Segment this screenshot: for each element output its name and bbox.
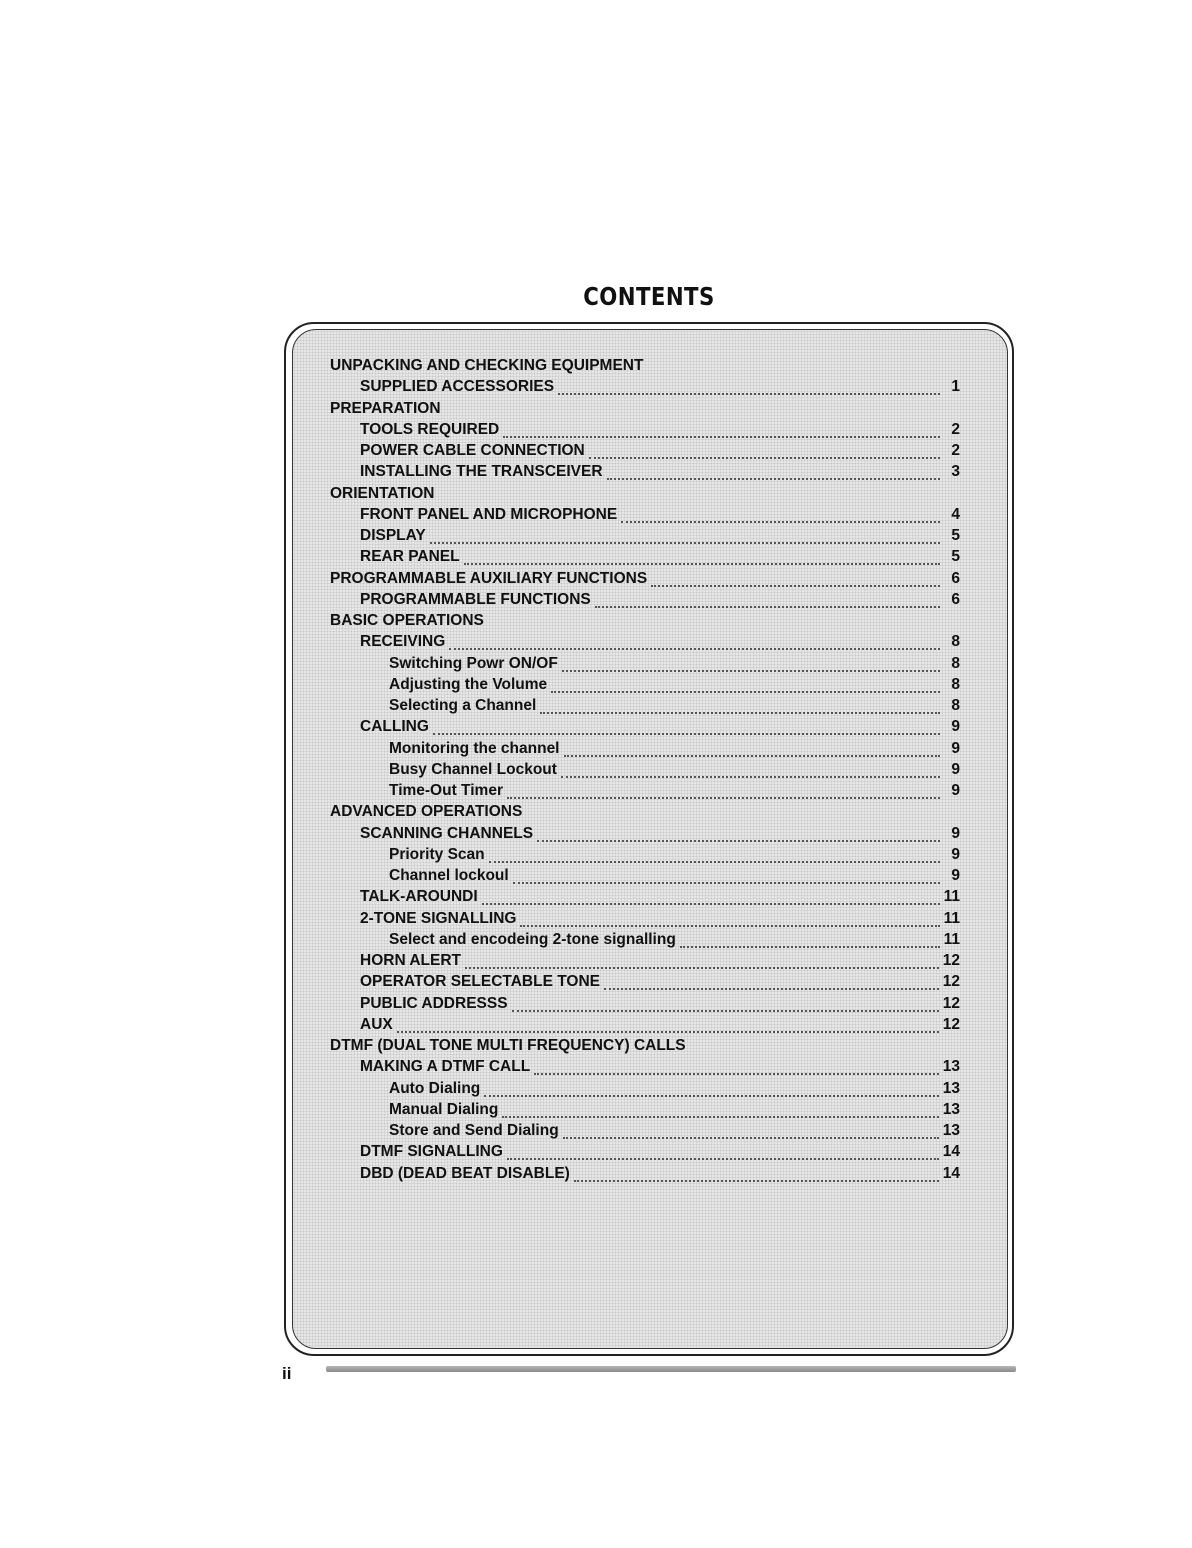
toc-entry-title: Auto Dialing xyxy=(389,1079,481,1097)
toc-entry-page: 9 xyxy=(951,718,960,736)
toc-entry-page: 9 xyxy=(951,739,960,757)
toc-entry[interactable] xyxy=(330,908,960,929)
dot-leader xyxy=(574,1163,939,1182)
toc-entry[interactable] xyxy=(330,759,960,780)
toc-entry[interactable] xyxy=(330,674,960,695)
toc-entry[interactable] xyxy=(330,1099,960,1120)
toc-entry-page: 13 xyxy=(942,1058,960,1076)
toc-entry[interactable] xyxy=(330,376,960,397)
toc-entry-title: Priority Scan xyxy=(389,845,485,863)
toc-entry-title: Busy Channel Lockout xyxy=(389,760,557,778)
dot-leader xyxy=(484,1078,938,1097)
toc-entry[interactable] xyxy=(330,1120,960,1141)
toc-entry-title: REAR PANEL xyxy=(360,548,460,566)
toc-entry-title: DTMF SIGNALLING xyxy=(360,1143,503,1161)
toc-entry-title: BASIC OPERATIONS xyxy=(330,612,484,629)
toc-entry-title: TALK-AROUNDI xyxy=(360,888,478,906)
dot-leader xyxy=(551,674,940,693)
dot-leader xyxy=(563,1120,939,1139)
toc-entry-page: 13 xyxy=(942,1079,960,1097)
toc-entry[interactable] xyxy=(330,546,960,567)
toc-entry-page: 3 xyxy=(951,463,960,481)
toc-entry-page: 11 xyxy=(943,930,960,948)
toc-entry-title: Select and encodeing 2-tone signalling xyxy=(389,930,676,948)
toc-entry-title: HORN ALERT xyxy=(360,952,462,969)
toc-entry[interactable] xyxy=(330,1056,960,1077)
toc-entry-title: Manual Dialing xyxy=(389,1100,499,1118)
toc-entry[interactable] xyxy=(330,610,960,631)
toc-entry-page: 9 xyxy=(951,867,960,884)
dot-leader xyxy=(680,929,940,948)
toc-entry[interactable] xyxy=(330,1035,960,1056)
toc-entry-title: Adjusting the Volume xyxy=(389,675,548,693)
toc-entry[interactable] xyxy=(330,780,960,801)
toc-entry-title: INSTALLING THE TRANSCEIVER xyxy=(360,463,603,481)
page-number: ii xyxy=(282,1364,292,1383)
toc-entry-title: SUPPLIED ACCESSORIES xyxy=(360,378,555,396)
dot-leader xyxy=(558,376,940,395)
toc-entry-title: Store and Send Dialing xyxy=(389,1122,559,1139)
toc-entry-title: SCANNING CHANNELS xyxy=(360,824,534,842)
dot-leader xyxy=(564,738,941,757)
toc-entry-title: RECEIVING xyxy=(360,633,446,651)
dot-leader xyxy=(507,1141,939,1160)
toc-entry[interactable] xyxy=(330,631,960,652)
dot-leader xyxy=(397,1014,939,1033)
dot-leader xyxy=(449,631,940,650)
dot-leader xyxy=(589,440,940,459)
toc-entry-page: 9 xyxy=(951,824,960,842)
dot-leader xyxy=(489,844,940,863)
dot-leader xyxy=(540,695,940,714)
toc-entry-page: 12 xyxy=(942,952,960,969)
toc-entry-page: 8 xyxy=(951,654,960,672)
toc-entry[interactable] xyxy=(330,1078,960,1099)
dot-leader xyxy=(621,504,940,523)
toc-entry[interactable] xyxy=(330,653,960,674)
toc-entry-title: Switching Powr ON/OF xyxy=(389,654,558,672)
footer-rule xyxy=(326,1366,1016,1372)
dot-leader xyxy=(520,908,939,927)
toc-entry-title: OPERATOR SELECTABLE TONE xyxy=(360,973,600,991)
toc-entry-title: DISPLAY xyxy=(360,527,426,544)
toc-entry[interactable] xyxy=(330,419,960,440)
table-of-contents xyxy=(330,355,960,1184)
toc-entry-page: 6 xyxy=(951,569,960,587)
toc-entry[interactable] xyxy=(330,801,960,822)
toc-entry[interactable] xyxy=(330,823,960,844)
dot-leader xyxy=(502,1099,938,1118)
toc-entry-title: 2-TONE SIGNALLING xyxy=(360,909,517,927)
toc-entry[interactable] xyxy=(330,993,960,1014)
toc-entry-title: TOOLS REQUIRED xyxy=(360,420,500,438)
toc-entry-title: DBD (DEAD BEAT DISABLE) xyxy=(360,1164,570,1182)
toc-entry-page: 13 xyxy=(942,1122,960,1139)
toc-entry-page: 8 xyxy=(951,697,960,714)
toc-entry[interactable] xyxy=(330,695,960,716)
toc-entry-title: Channel lockoul xyxy=(389,867,509,884)
dot-leader xyxy=(433,716,940,735)
toc-entry[interactable] xyxy=(330,589,960,610)
toc-entry-page: 5 xyxy=(951,527,960,544)
dot-leader xyxy=(430,525,940,544)
toc-entry-title: PREPARATION xyxy=(330,399,441,417)
toc-entry[interactable] xyxy=(330,844,960,865)
toc-entry[interactable] xyxy=(330,398,960,419)
toc-entry-title: Selecting a Channel xyxy=(389,697,537,714)
toc-entry[interactable] xyxy=(330,971,960,992)
toc-entry[interactable] xyxy=(330,1014,960,1035)
toc-entry-page: 9 xyxy=(951,760,960,778)
toc-entry-page: 4 xyxy=(951,505,960,523)
dot-leader xyxy=(503,419,940,438)
toc-entry-title: Time-Out Timer xyxy=(389,782,503,799)
toc-entry-title: DTMF (DUAL TONE MULTI FREQUENCY) CALLS xyxy=(330,1037,686,1054)
toc-entry[interactable] xyxy=(330,929,960,950)
toc-entry[interactable] xyxy=(330,716,960,737)
toc-entry[interactable] xyxy=(330,738,960,759)
toc-entry-page: 8 xyxy=(951,633,960,651)
toc-entry-title: AUX xyxy=(360,1015,393,1033)
page-title: CONTENTS xyxy=(583,282,715,311)
toc-entry[interactable] xyxy=(330,865,960,886)
dot-leader xyxy=(537,823,940,842)
toc-entry[interactable] xyxy=(330,1141,960,1162)
toc-entry-title: PUBLIC ADDRESSS xyxy=(360,994,508,1012)
toc-entry-page: 1 xyxy=(951,378,960,396)
toc-entry-page: 12 xyxy=(942,994,960,1012)
toc-entry-page: 14 xyxy=(942,1164,960,1182)
dot-leader xyxy=(651,568,940,587)
toc-entry-title: PROGRAMMABLE FUNCTIONS xyxy=(360,590,591,608)
toc-entry-page: 8 xyxy=(951,675,960,693)
dot-leader xyxy=(512,993,939,1012)
dot-leader xyxy=(464,546,940,565)
toc-entry-page: 12 xyxy=(942,1015,960,1033)
toc-entry-title: UNPACKING AND CHECKING EQUIPMENT xyxy=(330,357,644,374)
toc-entry[interactable] xyxy=(330,568,960,589)
toc-entry-page: 9 xyxy=(951,845,960,863)
dot-leader xyxy=(482,886,940,905)
toc-entry-title: ORIENTATION xyxy=(330,484,435,502)
toc-entry-title: FRONT PANEL AND MICROPHONE xyxy=(360,505,618,523)
toc-entry-page: 9 xyxy=(951,782,960,799)
toc-entry-page: 13 xyxy=(942,1100,960,1118)
dot-leader xyxy=(604,971,939,990)
dot-leader xyxy=(507,780,940,799)
toc-entry-page: 5 xyxy=(951,548,960,566)
dot-leader xyxy=(534,1056,939,1075)
toc-entry-title: POWER CABLE CONNECTION xyxy=(360,442,585,459)
toc-entry[interactable] xyxy=(330,483,960,504)
toc-entry[interactable] xyxy=(330,886,960,907)
toc-entry-page: 11 xyxy=(943,909,960,927)
toc-entry-page: 14 xyxy=(942,1143,960,1161)
dot-leader xyxy=(513,865,940,884)
toc-entry-page: 6 xyxy=(951,590,960,608)
dot-leader xyxy=(595,589,940,608)
toc-entry-page: 12 xyxy=(942,973,960,991)
toc-entry-title: ADVANCED OPERATIONS xyxy=(330,803,523,821)
dot-leader xyxy=(607,461,940,480)
toc-entry-title: MAKING A DTMF CALL xyxy=(360,1058,531,1076)
toc-entry[interactable] xyxy=(330,525,960,546)
toc-entry[interactable] xyxy=(330,1163,960,1184)
toc-entry-page: 11 xyxy=(943,888,960,906)
toc-entry[interactable] xyxy=(330,504,960,525)
toc-entry-title: Monitoring the channel xyxy=(389,739,560,757)
dot-leader xyxy=(561,759,940,778)
toc-entry[interactable] xyxy=(330,440,960,461)
dot-leader xyxy=(562,653,940,672)
toc-entry-title: CALLING xyxy=(360,718,429,736)
toc-entry[interactable] xyxy=(330,355,960,376)
toc-entry-title: PROGRAMMABLE AUXILIARY FUNCTIONS xyxy=(330,569,648,587)
dot-leader xyxy=(465,950,939,969)
toc-entry[interactable] xyxy=(330,461,960,482)
toc-entry[interactable] xyxy=(330,950,960,971)
toc-entry-page: 2 xyxy=(951,442,960,459)
toc-entry-page: 2 xyxy=(951,420,960,438)
